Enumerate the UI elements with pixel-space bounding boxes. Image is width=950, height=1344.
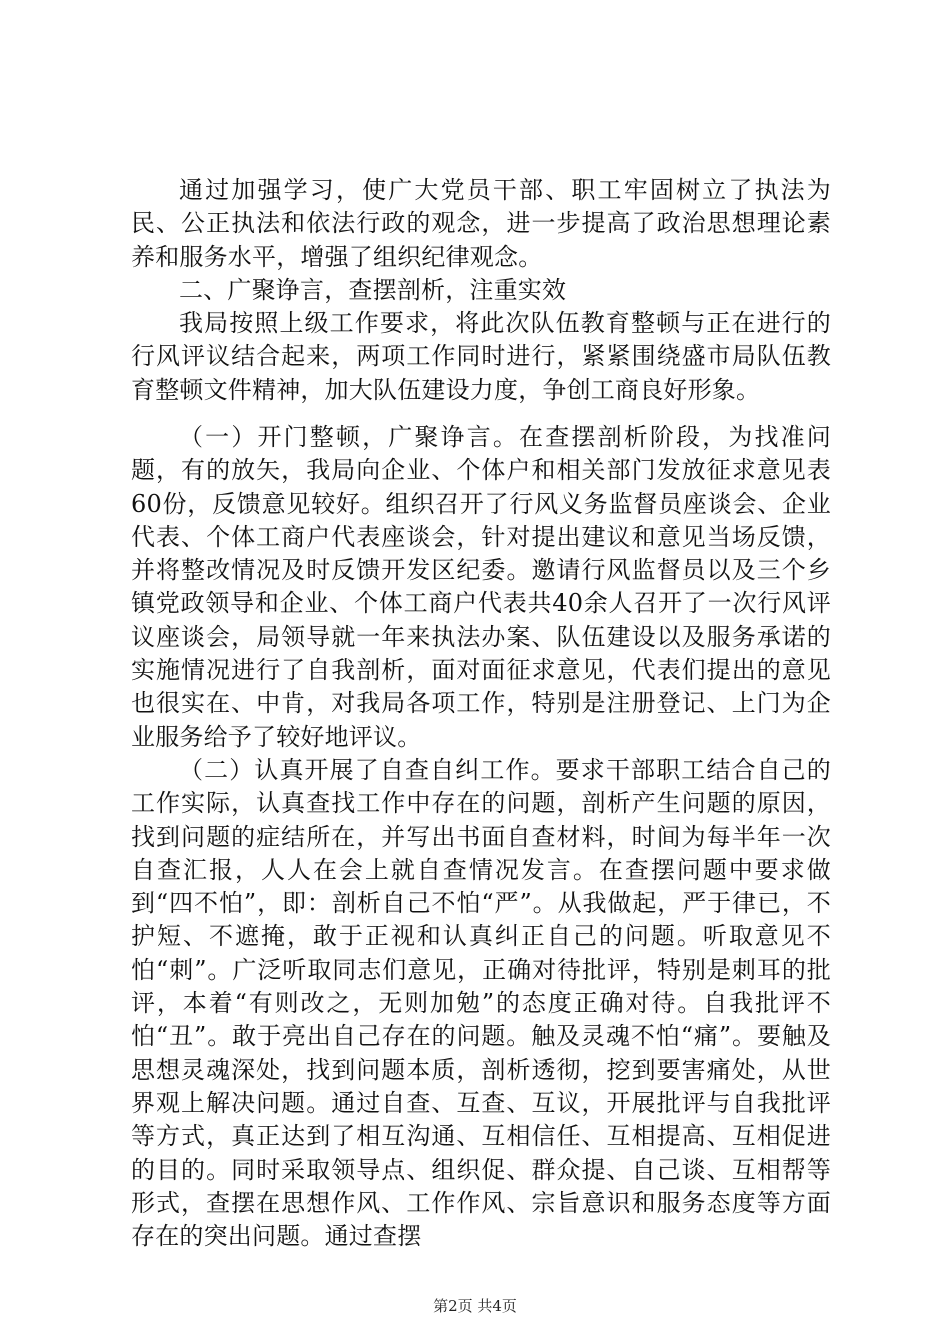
body-text-main (131, 421, 831, 1253)
body-text-top (131, 174, 831, 407)
paragraph-study-results: 通过加强学习，使广大党员干部、职工牢固树立了执法为民、公正执法和依法行政的观念，进一步提高了政治思想理论素养和服务水平，增强了组织纪律观念。 (131, 176, 831, 271)
page-number-footer: 第2页 共4页 (433, 1297, 517, 1315)
paragraph-open-rectification: （一）开门整顿，广聚诤言。在查摆剖析阶段，为找准问题，有的放矢，我局向企业、个体户和相关部门发放征求意见表60份，反馈意见较好。组织召开了行风义务监督员座谈会、企业代表、个体工商户代表座谈会，针对提出建议和意见当场反馈，并将整改情况及时反馈开发区纪委。邀请行风监督员以及三个乡镇党政领导和企业、个体工商户代表共40余人召开了一次行风评议座谈会，局领导就一年来执法办案、队伍建设以及服务承诺的实施情况进行了自我剖析，面对面征求意见，代表们提出的意见也很实在、中肯，对我局各项工作，特别是注册登记、上门为企业服务给予了较好地评议。 (131, 423, 831, 751)
paragraph-self-inspection: （二）认真开展了自查自纠工作。要求干部职工结合自己的工作实际，认真查找工作中存在的问题，剖析产生问题的原因，找到问题的症结所在，并写出书面自查材料，时间为每半年一次自查汇报，人人在会上就自查情况发言。在查摆问题中要求做到“四不怕”，即：剖析自己不怕“严”。从我做起，严于律已，不护短、不遮掩，敢于正视和认真纠正自己的问题。听取意见不怕“刺”。广泛听取同志们意见，正确对待批评，特别是刺耳的批评，本着“有则改之，无则加勉”的态度正确对待。自我批评不怕“丑”。敢于亮出自己存在的问题。触及灵魂不怕“痛”。要触及思想灵魂深处，找到问题本质，剖析透彻，挖到要害痛处，从世界观上解决问题。通过自查、互查、互议，开展批评与自我批评等方式，真正达到了相互沟通、互相信任、互相提高、互相促进的目的。同时采取领导点、组织促、群众提、自己谈、互相帮等形式，查摆在思想作风、工作作风、宗旨意识和服务态度等方面存在的突出问题。通过查摆 (131, 755, 831, 1251)
section-heading-two: 二、广聚诤言，查摆剖析，注重实效 (179, 275, 567, 304)
paragraph-work-requirements: 我局按照上级工作要求，将此次队伍教育整顿与正在进行的行风评议结合起来，两项工作同时进行，紧紧围绕盛市局队伍教育整顿文件精神，加大队伍建设力度，争创工商良好形象。 (131, 309, 831, 404)
